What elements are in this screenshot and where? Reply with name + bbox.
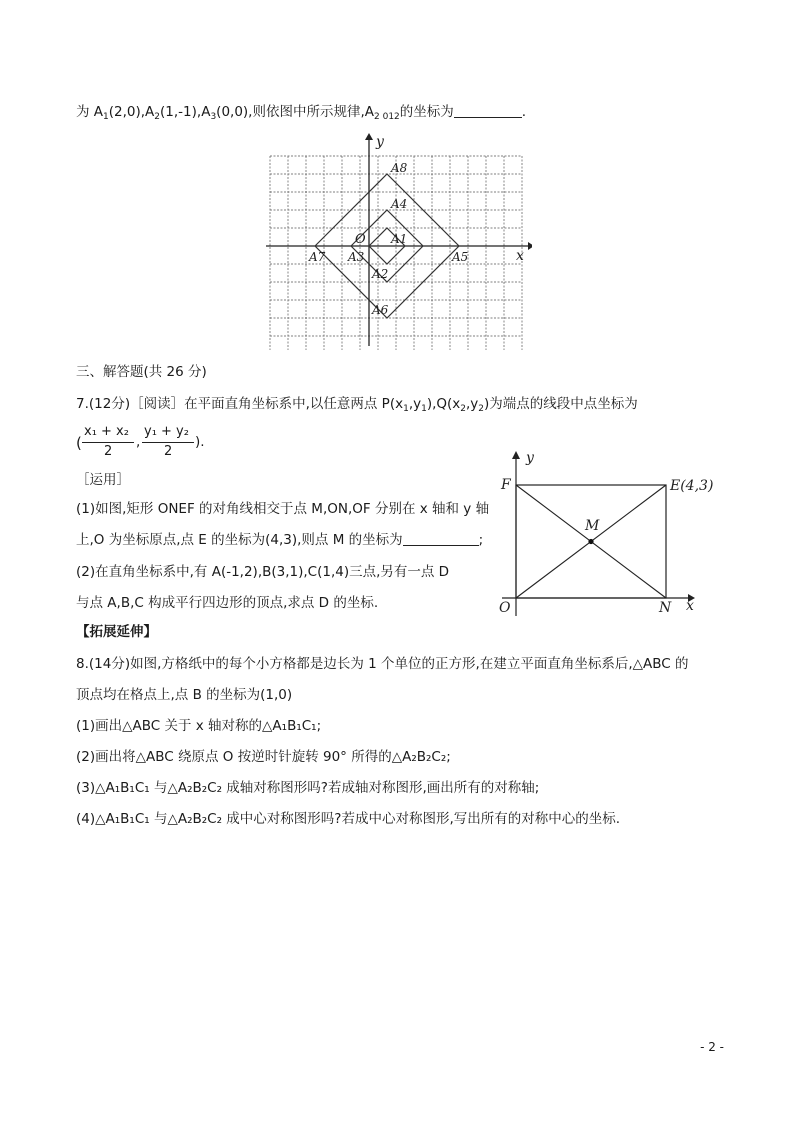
q7-text: 上,O 为坐标原点,点 E 的坐标为(4,3),则点 M 的坐标为: [76, 532, 403, 548]
point-label: A7: [309, 250, 326, 264]
q7-text: 7.(12分)［阅读］在平面直角坐标系中,以任意两点 P(x: [76, 396, 404, 412]
point-label-f: F: [501, 477, 511, 493]
point-label-e: E(4,3): [670, 478, 714, 494]
y-axis-arrow: [365, 133, 373, 140]
paren-close: ).: [195, 434, 205, 450]
q7-text: ,y: [466, 396, 479, 412]
q8-part3: (3)△A₁B₁C₁ 与△A₂B₂C₂ 成轴对称图形吗?若成轴对称图形,画出所有的对称轴;: [76, 780, 540, 796]
fraction-denominator: 2: [104, 444, 113, 459]
q8-line-1: 8.(14分)如图,方格纸中的每个小方格都是边长为 1 个单位的正方形,在建立平面直角坐标系后,△ABC 的: [76, 656, 689, 672]
y-label: y: [376, 134, 384, 150]
q6-text: (0,0),则依图中所示规律,A: [216, 104, 374, 120]
fraction-numerator: y₁ + y₂: [144, 424, 189, 439]
fraction-bar: [82, 442, 134, 443]
answer-blank[interactable]: [403, 531, 479, 546]
fraction-denominator: 2: [164, 444, 173, 459]
q6-subscript: 2 012: [374, 112, 400, 122]
point-label: A2: [372, 267, 389, 281]
q7-text: ),Q(x: [426, 396, 461, 412]
rectangle-figure: [494, 448, 724, 620]
q7-line-1: 7.(12分)［阅读］在平面直角坐标系中,以任意两点 $P(x_1,y_1),Q(x_2,y_2)$为端点的线段中点坐标为: [76, 396, 638, 414]
point-label-o: O: [499, 600, 511, 616]
fraction-x: [82, 426, 134, 462]
point-label: A5: [452, 250, 469, 264]
point-label: A3: [348, 250, 365, 264]
q7-part1-line1: (1)如图,矩形 ONEF 的对角线相交于点 M,ON,OF 分别在 x 轴和 y 轴: [76, 501, 490, 517]
midpoint-formula: [76, 426, 216, 462]
fraction-numerator: x₁ + x₂: [84, 424, 129, 439]
paren-open: (: [76, 434, 82, 452]
fraction-bar: [142, 442, 194, 443]
section-title: 三、解答题(共 26 分): [76, 364, 207, 380]
fraction-y: [142, 426, 194, 462]
q8-line-2: 顶点均在格点上,点 B 的坐标为(1,0): [76, 687, 293, 703]
apply-heading: ［运用］: [76, 472, 130, 488]
q7-part2-line1: (2)在直角坐标系中,有 A(-1,2),B(3,1),C(1,4)三点,另有一点 D: [76, 564, 450, 580]
x-label: x: [516, 248, 524, 264]
point-label: A6: [372, 303, 389, 317]
point-m: [588, 539, 593, 544]
y-label: y: [526, 450, 534, 466]
x-label: x: [686, 598, 694, 614]
q8-part2: (2)画出将△ABC 绕原点 O 按逆时针旋转 90° 所得的△A₂B₂C₂;: [76, 749, 451, 765]
q6-text: (1,-1),A: [160, 104, 211, 120]
point-label: A8: [391, 161, 408, 175]
q7-text: ;: [478, 532, 484, 548]
answer-blank[interactable]: [454, 103, 522, 118]
y-axis-arrow: [512, 451, 520, 459]
origin-label: O: [355, 232, 366, 247]
extension-heading: 【拓展延伸】: [76, 624, 157, 640]
q6-text: (2,0),A: [108, 104, 155, 120]
point-label-n: N: [659, 600, 672, 616]
point-label: A1: [391, 232, 408, 246]
point-label: A4: [391, 197, 408, 211]
x-axis-arrow: [528, 242, 532, 250]
q6-text: 的坐标为: [399, 104, 454, 120]
q8-part1: (1)画出△ABC 关于 x 轴对称的△A₁B₁C₁;: [76, 718, 322, 734]
grid-figure: [262, 130, 532, 350]
q7-text: )为端点的线段中点坐标为: [484, 396, 638, 412]
q6-text: 为 A: [76, 104, 104, 120]
comma: ,: [136, 434, 141, 450]
q6-line: 为 $A_1(2,0),A_2(1,-1),A_3(0,0)$,则依图中所示规律$,A_{2 012}$的坐标为 .: [76, 104, 527, 122]
q7-text: ,y: [408, 396, 422, 412]
page-number: - 2 -: [700, 1040, 724, 1054]
point-label-m: M: [585, 518, 600, 534]
q6-text: .: [521, 104, 527, 120]
q8-part4: (4)△A₁B₁C₁ 与△A₂B₂C₂ 成中心对称图形吗?若成中心对称图形,写出所有的对称中心的坐标.: [76, 811, 621, 827]
q7-part2-line2: 与点 A,B,C 构成平行四边形的顶点,求点 D 的坐标.: [76, 595, 379, 611]
q7-part1-line2: [76, 530, 483, 550]
